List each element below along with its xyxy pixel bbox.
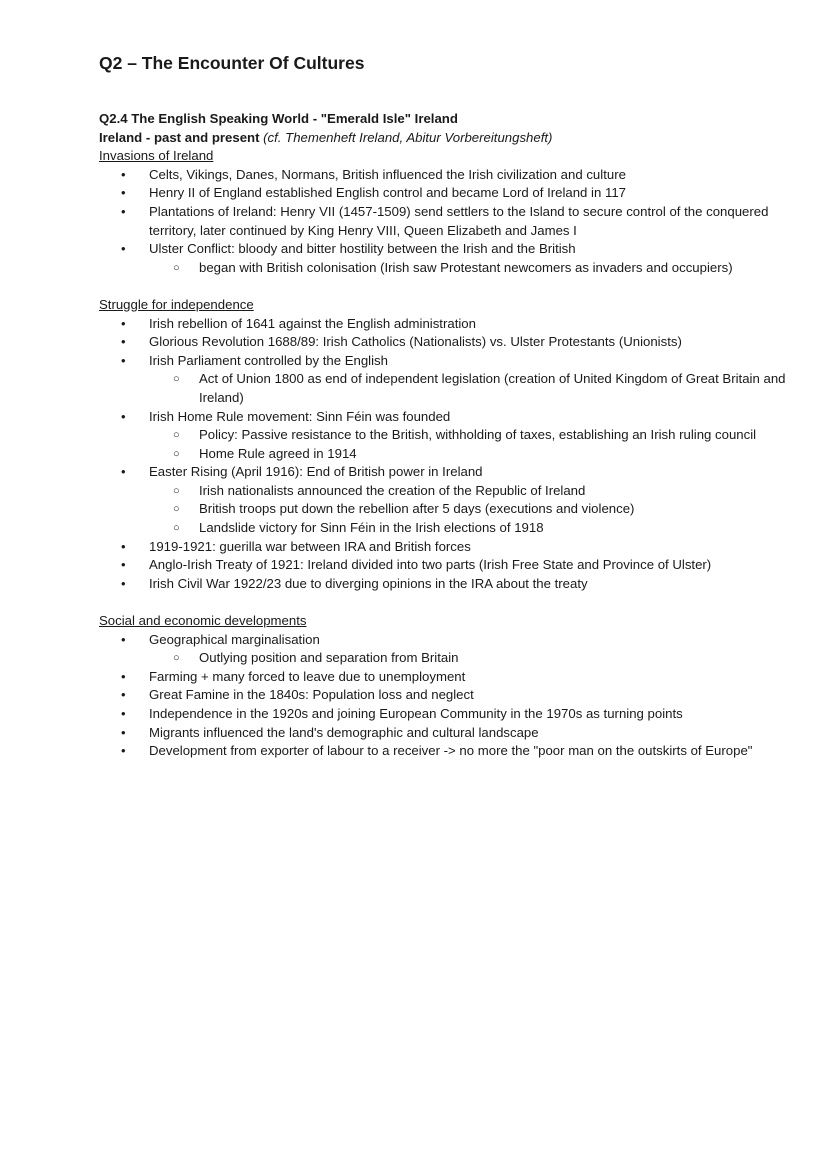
sub-list-item bbox=[99, 445, 788, 464]
list-item bbox=[99, 240, 788, 259]
sub-list-item-text: Home Rule agreed in 1914 bbox=[199, 445, 357, 461]
sub-list-item-text: Policy: Passive resistance to the British, withholding of taxes, establishing an Irish ruling council bbox=[199, 427, 757, 443]
list-item-text: Great Famine in the 1840s: Population loss and neglect bbox=[149, 687, 474, 703]
section-heading: Social and economic developments bbox=[99, 613, 307, 629]
list-item bbox=[99, 742, 788, 761]
list-item bbox=[99, 631, 788, 650]
list-item-text: Ulster Conflict: bloody and bitter hostility between the Irish and the British bbox=[149, 241, 576, 257]
sub-bullet-icon: ○ bbox=[173, 522, 180, 535]
sub-bullet-icon: ○ bbox=[173, 429, 180, 442]
list-item bbox=[99, 463, 788, 482]
subheading-italic: (cf. Themenheft Ireland, Abitur Vorbereitungsheft) bbox=[263, 129, 553, 145]
section-heading: Struggle for independence bbox=[99, 296, 254, 312]
bullet-icon: • bbox=[121, 706, 126, 721]
list-item bbox=[99, 315, 788, 334]
list-item-text: Irish Home Rule movement: Sinn Féin was founded bbox=[149, 408, 451, 424]
section-heading: Invasions of Ireland bbox=[99, 148, 214, 164]
bullet-list bbox=[99, 166, 788, 278]
subheading-bold: Ireland - past and present bbox=[99, 129, 264, 145]
list-item bbox=[99, 203, 788, 240]
list-item-text: 1919-1921: guerilla war between IRA and British forces bbox=[149, 538, 471, 554]
list-item bbox=[99, 575, 788, 594]
list-item bbox=[99, 686, 788, 705]
list-item bbox=[99, 668, 788, 687]
sub-bullet-icon: ○ bbox=[173, 503, 180, 516]
sub-list-item bbox=[99, 500, 788, 519]
sub-list-item bbox=[99, 370, 788, 407]
list-item-text: Anglo-Irish Treaty of 1921: Ireland divided into two parts (Irish Free State and Province of Ulster) bbox=[149, 557, 712, 573]
list-item bbox=[99, 705, 788, 724]
bullet-icon: • bbox=[121, 352, 126, 368]
list-item bbox=[99, 166, 788, 185]
document-body bbox=[99, 147, 788, 761]
list-item bbox=[99, 408, 788, 427]
list-item-text: Glorious Revolution 1688/89: Irish Catholics (Nationalists) vs. Ulster Protestants (Unionists) bbox=[149, 334, 682, 350]
bullet-icon: • bbox=[121, 743, 126, 759]
bullet-icon: • bbox=[121, 464, 126, 480]
list-item bbox=[99, 556, 788, 575]
bullet-icon: • bbox=[121, 575, 126, 591]
list-item-text: Farming + many forced to leave due to unemployment bbox=[149, 668, 466, 684]
sub-list-item bbox=[99, 259, 788, 278]
list-item-text: Plantations of Ireland: Henry VII (1457-1509) send settlers to the Island to secure control of the conquered territory, later continued by King Henry VIII, Queen Elizabeth and James I bbox=[149, 203, 769, 238]
sub-bullet-icon: ○ bbox=[173, 373, 180, 386]
list-item bbox=[99, 538, 788, 557]
sub-list-item-text: Irish nationalists announced the creation of the Republic of Ireland bbox=[199, 482, 586, 498]
bullet-icon: • bbox=[121, 631, 126, 647]
list-item bbox=[99, 352, 788, 371]
list-item bbox=[99, 724, 788, 743]
list-item bbox=[99, 184, 788, 203]
sub-list-item-text: Outlying position and separation from Britain bbox=[199, 650, 459, 666]
sub-list-item-text: British troops put down the rebellion after 5 days (executions and violence) bbox=[199, 501, 635, 517]
sub-bullet-icon: ○ bbox=[173, 484, 180, 497]
list-item-text: Independence in the 1920s and joining European Community in the 1970s as turning points bbox=[149, 706, 683, 721]
bullet-icon: • bbox=[121, 334, 126, 350]
subheading bbox=[99, 129, 788, 148]
bullet-icon: • bbox=[121, 315, 126, 331]
bullet-icon: • bbox=[121, 724, 126, 740]
sub-list-item bbox=[99, 426, 788, 445]
bullet-icon: • bbox=[121, 203, 126, 219]
bullet-icon: • bbox=[121, 185, 126, 201]
section-spacer bbox=[99, 277, 788, 296]
list-item-text: Irish Parliament controlled by the English bbox=[149, 352, 388, 368]
bullet-list bbox=[99, 631, 788, 761]
list-item-text: Celts, Vikings, Danes, Normans, British influenced the Irish civilization and culture bbox=[149, 166, 626, 182]
sub-list-item-text: Landslide victory for Sinn Féin in the Irish elections of 1918 bbox=[199, 520, 544, 536]
bullet-icon: • bbox=[121, 557, 126, 573]
sub-list-item bbox=[99, 482, 788, 501]
bullet-icon: • bbox=[121, 687, 126, 703]
sub-list-item-text: Act of Union 1800 as end of independent legislation (creation of United Kingdom of Great Britain and Ireland) bbox=[199, 371, 786, 405]
list-item-text: Henry II of England established English control and became Lord of Ireland in 117 bbox=[149, 185, 627, 201]
sub-bullet-icon: ○ bbox=[173, 447, 180, 460]
section-spacer bbox=[99, 593, 788, 612]
sub-bullet-icon: ○ bbox=[173, 261, 180, 274]
section-subtitle: Q2.4 The English Speaking World - "Emerald Isle" Ireland bbox=[99, 111, 458, 126]
bullet-icon: • bbox=[121, 408, 126, 424]
bullet-icon: • bbox=[121, 538, 126, 554]
bullet-icon: • bbox=[121, 166, 126, 182]
bullet-icon: • bbox=[121, 668, 126, 684]
list-item-text: Easter Rising (April 1916): End of British power in Ireland bbox=[149, 464, 483, 480]
sub-list-item bbox=[99, 519, 788, 538]
sub-list-item-text: began with British colonisation (Irish saw Protestant newcomers as invaders and occupiers) bbox=[199, 259, 733, 275]
bullet-list bbox=[99, 315, 788, 594]
sub-list-item bbox=[99, 649, 788, 668]
bullet-icon: • bbox=[121, 241, 126, 257]
sub-bullet-icon: ○ bbox=[173, 652, 180, 665]
list-item bbox=[99, 333, 788, 352]
list-item-text: Geographical marginalisation bbox=[149, 631, 320, 647]
list-item-text: Development from exporter of labour to a receiver -> no more the "poor man on the outskirts of Europe" bbox=[149, 743, 753, 759]
list-item-text: Irish Civil War 1922/23 due to diverging opinions in the IRA about the treaty bbox=[149, 575, 588, 591]
page-title: Q2 – The Encounter Of Cultures bbox=[99, 53, 365, 73]
list-item-text: Migrants influenced the land's demographic and cultural landscape bbox=[149, 724, 539, 740]
list-item-text: Irish rebellion of 1641 against the English administration bbox=[149, 315, 476, 331]
